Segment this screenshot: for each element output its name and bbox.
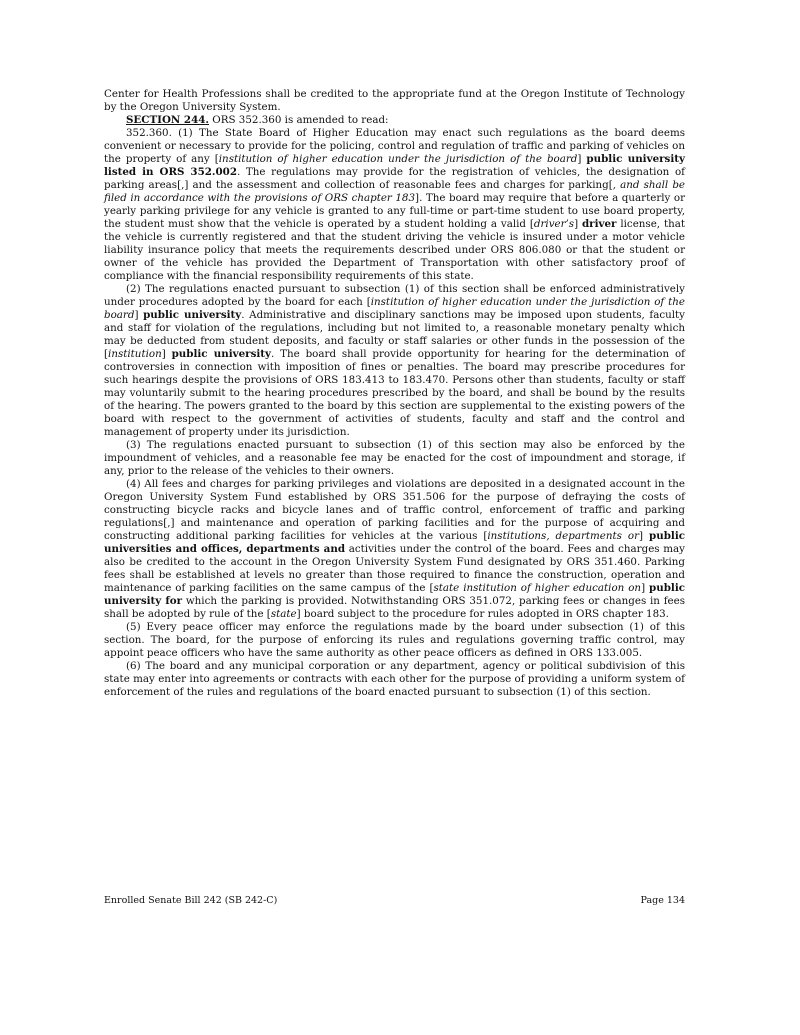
deleted-text: institution of higher education under the jurisdiction of the board	[104, 296, 685, 321]
text-span: . Administrative and disciplinary sanctions may be imposed upon students, faculty and staff for violation of the regulations, including but not limited to, a reasonable monetary penalty which may be deducted from student deposits, and faculty or staff salaries or other funds in the possession of the [	[104, 309, 685, 360]
section-intro: ORS 352.360 is amended to read:	[209, 114, 389, 126]
deleted-text: driver’s	[533, 218, 575, 230]
text-span: ]	[574, 218, 582, 230]
text-span: . The regulations may provide for the registration of vehicles, the designation of parking areas[,] and the assessment and collection of reasonable fees and charges for parking[	[104, 166, 685, 191]
section-heading	[104, 114, 685, 127]
added-text: public university listed in ORS 352.002	[104, 153, 686, 178]
text-span: license, that the vehicle is currently registered and that the student driving the vehicle is insured under a motor vehicle liability insurance policy that meets the requirements described under ORS 806.080 or that the student or owner of the vehicle has provided the Department of Transportation with other satisfactory proof of compliance with the financial responsibility requirements of this state.	[104, 218, 685, 282]
text-span: (2) The regulations enacted pursuant to subsection (1) of this section shall be enforced administratively under procedures adopted by the board for each [	[104, 283, 685, 308]
section-label: SECTION 244.	[126, 114, 210, 126]
text-span: ] board subject to the procedure for rules adopted in ORS chapter 183.	[296, 608, 669, 620]
subsection-1	[104, 127, 685, 283]
deleted-text: state institution of higher education on	[433, 582, 642, 594]
page-number: Page 134	[640, 895, 685, 906]
text-span: ]	[134, 309, 144, 321]
subsection-4	[104, 478, 685, 621]
deleted-text: institution	[108, 348, 162, 360]
text-span: 352.360. (1) The State Board of Higher Education may enact such regulations as the board deems convenient or necessary to provide for the policing, control and regulation of traffic and parking of vehicles on the property of any [	[104, 127, 685, 165]
text-span: ]	[639, 530, 650, 542]
text-span: activities under the control of the board. Fees and charges may also be credited to the account in the Oregon University System Fund designated by ORS 351.460. Parking fees shall be established at levels no greater than those required to finance the construction, operation and maintenance of parking facilities on the same campus of the [	[104, 543, 685, 594]
deleted-text: institution of higher education under the jurisdiction of the board	[218, 153, 578, 165]
deleted-text: , and shall be filed in accordance with the provisions of ORS chapter 183	[104, 179, 686, 204]
subsection-2	[104, 283, 685, 439]
page-footer	[104, 895, 685, 906]
text-span: which the parking is provided. Notwithstanding ORS 351.072, parking fees or changes in fees shall be adopted by rule of the [	[104, 595, 685, 620]
added-text: public university	[171, 348, 272, 360]
text-span: ]	[577, 153, 587, 165]
document-body	[104, 88, 685, 699]
added-text: public university for	[104, 582, 685, 607]
added-text: public universities and offices, departments and	[104, 530, 685, 555]
text-span: . The board shall provide opportunity for hearing for the determination of controversies in connection with imposition of fines or penalties. The board may prescribe procedures for such hearings despite the provisions of ORS 183.413 to 183.470. Persons other than students, faculty or staff may voluntarily submit to the hearing procedures prescribed by the board, and shall be bound by the results of the hearing. The powers granted to the board by this section are supplemental to the existing powers of the board with respect to the government of activities of students, faculty and staff and the control and management of property under its jurisdiction.	[104, 348, 685, 438]
subsection-6: (6) The board and any municipal corporation or any department, agency or political subdivision of this state may enter into agreements or contracts with each other for the purpose of providing a uniform system of enforcement of the rules and regulations of the board enacted pursuant to subsection (1) of this section.	[104, 660, 685, 698]
added-text: public university	[143, 309, 242, 321]
bill-reference: Enrolled Senate Bill 242 (SB 242-C)	[104, 895, 278, 906]
text-span: ]	[641, 582, 650, 594]
text-span: ]. The board may require that before a quarterly or yearly parking privilege for any vehicle is granted to any full-time or part-time student to use board property, the student must show that the vehicle is operated by a student holding a valid [	[104, 192, 686, 230]
deleted-text: state	[270, 608, 297, 620]
paragraph-continuation: Center for Health Professions shall be credited to the appropriate fund at the Oregon Institute of Technology by the Oregon University System.	[104, 88, 685, 113]
added-text: driver	[581, 218, 617, 230]
subsection-3: (3) The regulations enacted pursuant to subsection (1) of this section may also be enforced by the impoundment of vehicles, and a reasonable fee may be enacted for the cost of impoundment and storage, if any, prior to the release of the vehicles to their owners.	[104, 439, 685, 477]
text-span: (4) All fees and charges for parking privileges and violations are deposited in a designated account in the Oregon University System Fund established by ORS 351.506 for the purpose of defraying the costs of constructing bicycle racks and bicycle lanes and of traffic control, enforcement of traffic and parking regulations[,] and maintenance and operation of parking facilities and for the purpose of acquiring and constructing additional parking facilities for vehicles at the various [	[104, 478, 685, 542]
deleted-text: institutions, departments or	[487, 530, 640, 542]
text-span: ]	[161, 348, 172, 360]
subsection-5: (5) Every peace officer may enforce the regulations made by the board under subsection (1) of this section. The board, for the purpose of enforcing its rules and regulations governing traffic control, may appoint peace officers who have the same authority as other peace officers as defined in ORS 133.005.	[104, 621, 685, 659]
